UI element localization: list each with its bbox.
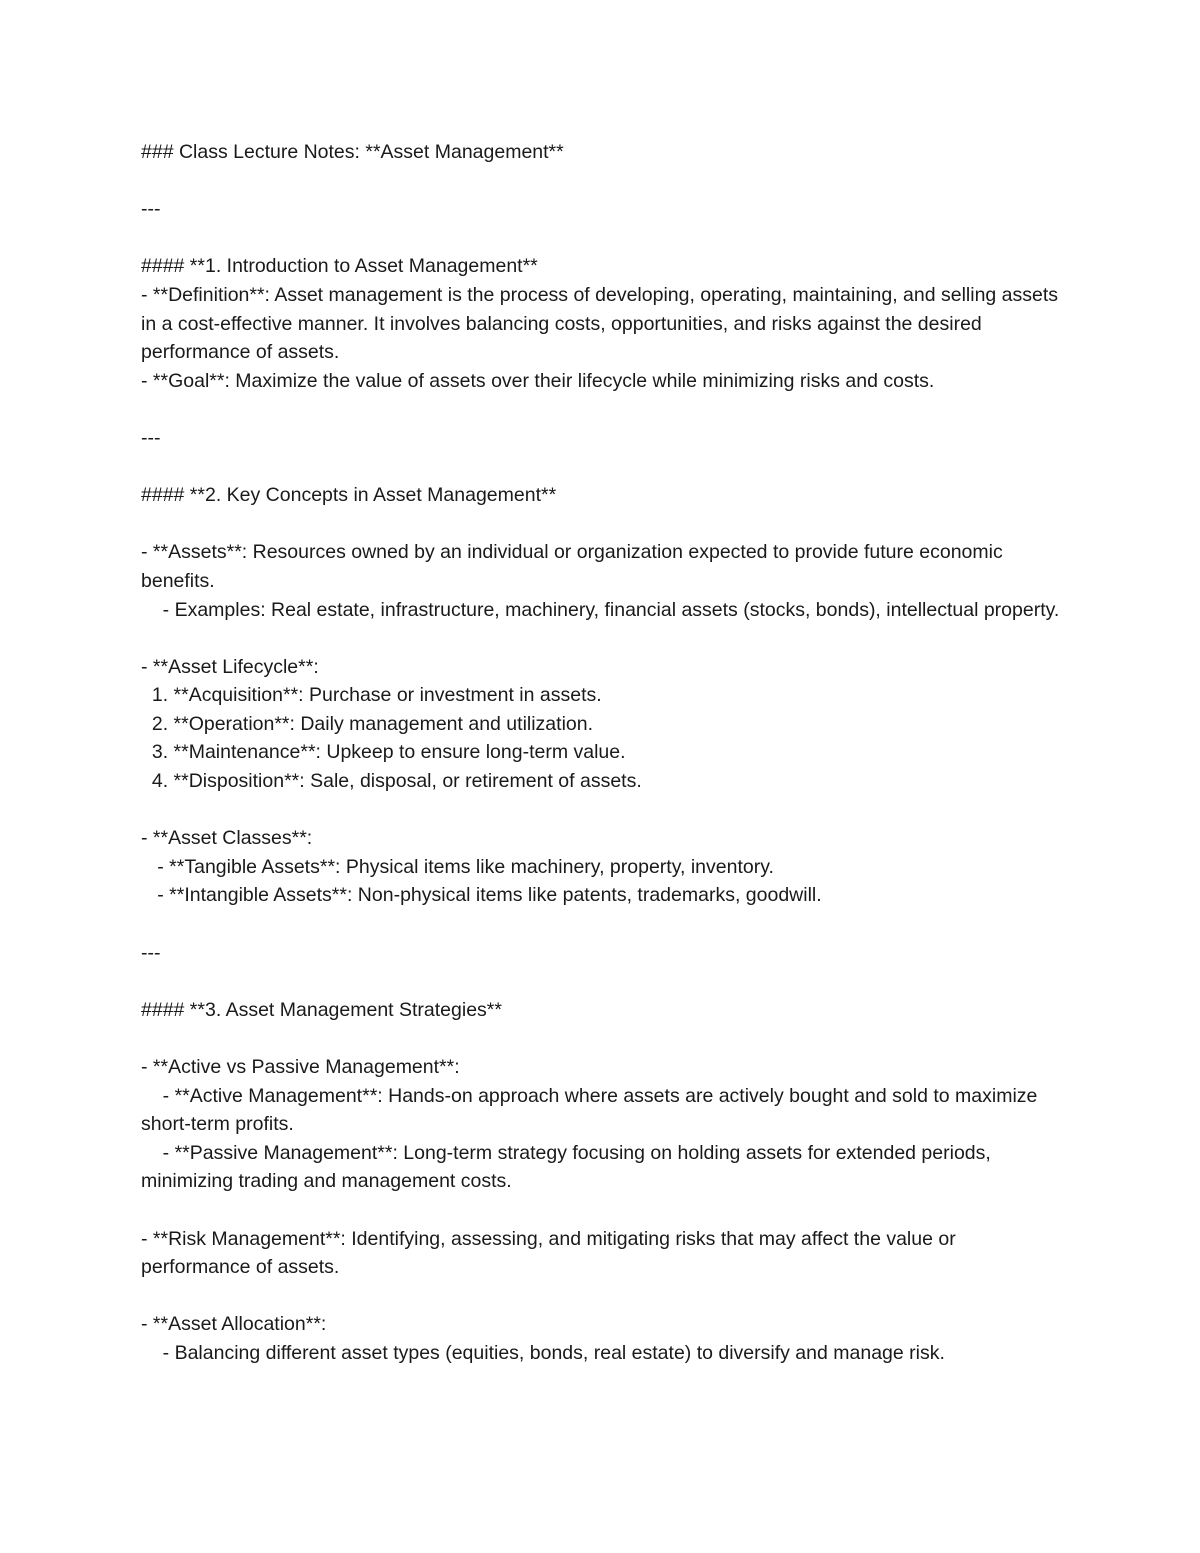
lifecycle-item: 3. **Maintenance**: Upkeep to ensure long-term value. [141, 741, 626, 764]
blank-line [141, 1196, 1061, 1225]
blank-line [141, 624, 1061, 653]
blank-line [141, 224, 1061, 253]
document-title: ### Class Lecture Notes: **Asset Management** [141, 141, 564, 163]
goal-paragraph: - **Goal**: Maximize the value of assets over their lifecycle while minimizing risks and costs. [141, 369, 935, 392]
classes-heading: - **Asset Classes**: [141, 827, 313, 850]
lifecycle-item: 2. **Operation**: Daily management and utilization. [141, 712, 594, 735]
blank-line [141, 967, 1061, 996]
document-body [141, 138, 1064, 1368]
active-passive-heading: - **Active vs Passive Management**: [141, 1056, 460, 1078]
risk-management-paragraph: - **Risk Management**: Identifying, assessing, and mitigating risks that may affect the value or performance of assets. [141, 1227, 962, 1279]
definition-paragraph: - **Definition**: Asset management is the process of developing, operating, maintaining, and selling assets in a cost-effective manner. It involves balancing costs, opportunities, and risks against the desired performance of assets. [141, 283, 1064, 364]
blank-line [141, 1024, 1061, 1053]
classes-item: - **Intangible Assets**: Non-physical items like patents, trademarks, goodwill. [141, 884, 822, 907]
lifecycle-item: 1. **Acquisition**: Purchase or investment in assets. [141, 684, 602, 707]
separator: --- [141, 941, 161, 964]
lifecycle-item: 4. **Disposition**: Sale, disposal, or retirement of assets. [141, 770, 642, 793]
separator: --- [141, 426, 161, 449]
blank-line [141, 395, 1061, 424]
lifecycle-heading: - **Asset Lifecycle**: [141, 655, 319, 678]
blank-line [141, 510, 1061, 539]
asset-allocation-item: - Balancing different asset types (equities, bonds, real estate) to diversify and manage risk. [141, 1341, 945, 1364]
classes-item: - **Tangible Assets**: Physical items like machinery, property, inventory. [141, 855, 774, 878]
assets-paragraph: - **Assets**: Resources owned by an individual or organization expected to provide future economic benefits. [141, 541, 1009, 592]
section-3-heading: #### **3. Asset Management Strategies** [141, 998, 502, 1021]
blank-line [141, 1282, 1061, 1311]
blank-line [141, 796, 1061, 825]
passive-management-paragraph: - **Passive Management**: Long-term strategy focusing on holding assets for extended periods, minimizing trading and management costs. [141, 1141, 997, 1193]
separator: --- [141, 198, 161, 221]
active-management-paragraph: - **Active Management**: Hands-on approach where assets are actively bought and sold to maximize short-term profits. [141, 1084, 1043, 1136]
blank-line [141, 910, 1061, 939]
section-1-heading: #### **1. Introduction to Asset Management** [141, 255, 538, 278]
examples-paragraph: - Examples: Real estate, infrastructure, machinery, financial assets (stocks, bonds), intellectual property. [141, 598, 1060, 621]
blank-line [141, 167, 1061, 196]
blank-line [141, 453, 1061, 482]
asset-allocation-heading: - **Asset Allocation**: [141, 1313, 327, 1336]
section-2-heading: #### **2. Key Concepts in Asset Management** [141, 484, 557, 507]
